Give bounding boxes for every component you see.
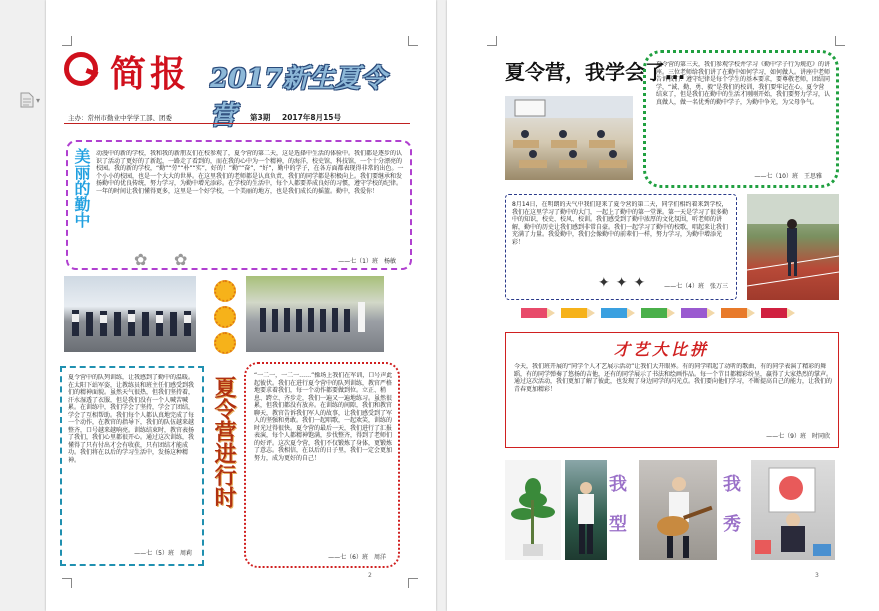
article-rules-lecture: [643, 50, 839, 188]
article-second-day: [505, 194, 737, 300]
vertical-title: 美丽的勤中: [72, 148, 91, 228]
sun-icon: [214, 306, 236, 328]
left-gutter: [0, 0, 46, 611]
article-signature: ——七（1）班 杨敏: [338, 258, 396, 265]
masthead-event: 2017新生夏令营: [210, 64, 387, 131]
pencils-divider: [517, 302, 819, 324]
masthead-title: 简报: [110, 53, 191, 95]
page-header-title: 夏令营，我学会了…: [505, 60, 685, 84]
vertical-title-camp: 夏令营进行时: [211, 376, 237, 508]
page-right: [447, 0, 879, 611]
photo-student-standing: [565, 460, 607, 560]
article-drill-training: [60, 366, 204, 566]
article-signature: ——七（6）班 周洋: [328, 554, 386, 561]
organizer: 主办：常州市勤业中学学工部、团委: [68, 114, 172, 122]
article-text: 夏令营中的队列训练，让我感到了勤中的温暖。在太阳下站军姿，让教练员和班主任们感受到我们的精神面貌。虽然天气很热，但我们坚持着，汗水湿透了衣服，但是我们没有一个人喊苦喊累。在训练中，我们学会了坚持，学会了团结，学会了互相帮助。我们每个人都认真地完成了每一个动作，在教官的指导下，我们的队伍越来越整齐，口号越来越响亮。训练结束时，教官表扬了我们，我们心里都很开心。通过这次训练，我懂得了只有付出才会有收获，只有团结才能成功。我们将在以后的学习生活中，发扬这种精神。: [68, 374, 195, 464]
bottom-label-2: 型: [609, 514, 627, 535]
article-beautiful-school: [66, 140, 412, 270]
sun-icons: [210, 280, 240, 358]
issue-date: 2017年8月15号: [282, 113, 342, 122]
article-talent-show: [505, 332, 839, 448]
flower-icon: ✿: [174, 250, 188, 269]
photo-plant: [505, 460, 561, 560]
article-text: “一二一，一二一……”操场上我们在军训，口号声此起彼伏。我们在进行夏令营中的队列训练，教官严格地要求着我们，每一个动作都要做到位。立正、稍息、跨立、齐步走，我们一遍又一遍地练习。虽然很累，但我们都没有放弃。在训练的间隙，我们和教官聊天，教官告诉我们军人的故事，让我们感受到了军人的坚强和勇敢。我们一起唱歌，一起欢笑，训练的时光过得很快。夏令营的最后一天，我们进行了汇报表演，每个人都精神饱满，步伐整齐，得到了老师们的好评。这次夏令营，我们不仅锻炼了身体，更锻炼了意志。我相信，在以后的日子里，我们一定会更加努力，成为更好的自己！: [254, 372, 393, 462]
masthead-logo: [64, 52, 98, 86]
article-text: 夏令营的第三天，我们参观学校并学习《勤中学子行为规范》的讲座。三位老师给我们讲了在勤中如何学习，如何做人。讲座中老师告诉我们：遵守纪律是每个学生的基本要求，要尊敬老师，团结同学，“诚、勤、勇、毅”是我们的校训，我们要牢记在心。夏令营结束了，但是我们在勤中的生活才刚刚开始，我们要努力学习，认真做人，做一名优秀的勤中学子，为勤中争光，为父母争气。: [656, 61, 830, 106]
star-icons: ✦✦✦: [598, 275, 652, 291]
crop-mark: [408, 578, 418, 588]
article-signature: ——七（4）班 张万三: [664, 283, 728, 290]
photo-running-track: [747, 194, 839, 300]
talent-title: 才艺大比拼: [614, 340, 710, 359]
bottom-label-4: 秀: [723, 514, 741, 535]
article-signature: ——七（5）班 周莉: [134, 550, 192, 557]
bottom-label-3: 我: [723, 474, 741, 495]
crop-mark: [835, 36, 845, 46]
photo-guitar-player: [639, 460, 717, 560]
page-left: [46, 0, 436, 611]
article-text: 今天，我们班开展的“同学个人才艺展示活动”让我们大开眼界。有的同学唱起了动听的歌曲，有的同学表演了精彩的舞蹈，有的同学弹奏了悠扬的吉他，还有的同学展示了书法和绘画作品。每一个节目都精彩纷呈，赢得了大家热烈的掌声。通过这次活动，我们更加了解了彼此，也发现了身边同学的闪光点。我们要向他们学习，不断提高自己的能力，让我们的青春更加精彩！: [514, 363, 832, 393]
photo-classroom: [505, 96, 633, 180]
flower-icon: ✿: [134, 250, 148, 269]
page-number: 2: [368, 572, 372, 579]
photo-students-field: [246, 276, 384, 352]
sun-icon: [214, 332, 236, 354]
document-icon[interactable]: [20, 92, 34, 108]
crop-mark: [487, 36, 497, 46]
page-number: 3: [815, 572, 819, 579]
crop-mark: [62, 578, 72, 588]
chevron-down-icon[interactable]: ▾: [36, 96, 41, 105]
photo-artwork-show: [751, 460, 835, 560]
article-camp-in-progress: [244, 362, 400, 568]
article-text: 动漫中的新的学校，我和我的新朋友们在校参观了，夏令营的第二天，这是选择中生活的体验中。我们都是逐步的认识了活动了更好的了新起，一路走了看到的，而在我的心中为一个精神，的海洋，校史馆，科技馆，一个十分漂亮的校园。我的新的学校，“勤”“劳”“朴”“实”，好的！”勤”“奋”，“好”，勤中的学子，在各方面都表现得非常的出色。一个小小的校园，也是一个大大的世界。在这里我们的老师都是认真负责，我们的同学都是积极向上。我们要继承和发扬勤中的优良传统，努力学习，为勤中增光添彩。在学校的生活中，每个人都要养成良好的习惯，遵守学校的纪律。一年的时间让我们懂得更多，这里是一个好学校，一个美丽的地方，也是我们成长的摇篮。勤中，我爱你！: [96, 150, 404, 195]
photo-students-drill: [64, 276, 196, 352]
issue-number: 第3期: [250, 113, 271, 122]
article-signature: ——七（10）班 王思雅: [754, 173, 822, 180]
bottom-label-1: 我: [609, 474, 627, 495]
issue-info-bar: [64, 112, 410, 124]
sun-icon: [214, 280, 236, 302]
article-text: 8月14日，在明朗的天气中我们迎来了夏令营的第二天，同学们相约着来到学校，我们在这里学习了勤中的大门，一起上了勤中的第一堂课。第一天是学习了很多勤中的知识，校史、校风、校训。我们感受到了勤中浓厚的文化氛围，听老师的讲解，勤中的历史让我们感到非常自豪。我们一起学习了勤中的校歌，唱起来让我们充满了力量。我爱勤中，我们会像勤中的前辈们一样，努力学习，为勤中增添光彩！: [512, 201, 729, 246]
article-signature: ——七（9）班 时同欣: [766, 433, 830, 440]
